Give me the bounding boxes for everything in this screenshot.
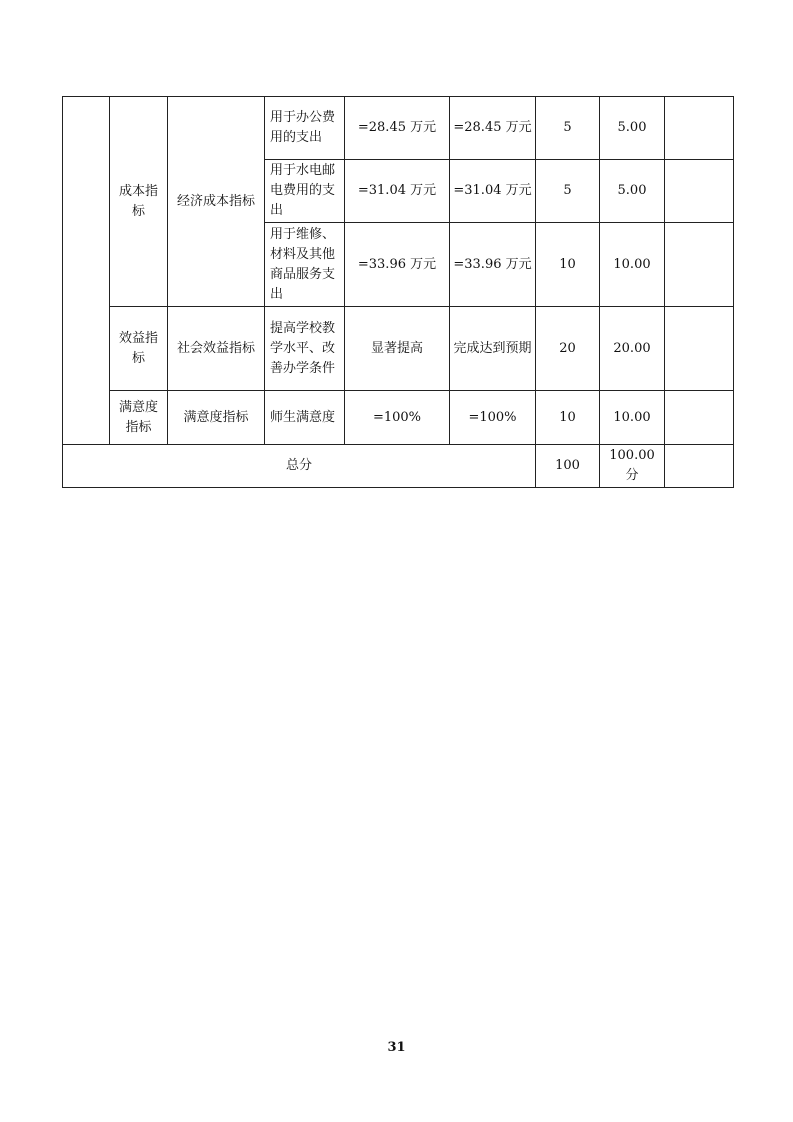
total-weight-cell: 100 xyxy=(536,445,600,488)
target-value-cell: =100% xyxy=(345,391,450,445)
indicator-cell: 用于办公费用的支出 xyxy=(265,97,345,160)
second-level-category-cell: 满意度指标 xyxy=(110,391,168,445)
second-level-category-cell: 效益指标 xyxy=(110,307,168,391)
actual-value-cell: =100% xyxy=(450,391,536,445)
actual-value-cell: =33.96 万元 xyxy=(450,223,536,307)
total-row xyxy=(63,445,734,488)
target-value-cell: =33.96 万元 xyxy=(345,223,450,307)
target-value-cell: =31.04 万元 xyxy=(345,160,450,223)
weight-cell: 20 xyxy=(536,307,600,391)
score-cell: 10.00 xyxy=(600,391,665,445)
total-label-cell: 总分 xyxy=(63,445,536,488)
weight-cell: 10 xyxy=(536,223,600,307)
indicator-cell: 师生满意度 xyxy=(265,391,345,445)
indicator-cell: 提高学校教学水平、改善办学条件 xyxy=(265,307,345,391)
second-level-category-cell: 成本指标 xyxy=(110,97,168,307)
actual-value-cell: =31.04 万元 xyxy=(450,160,536,223)
performance-table xyxy=(62,96,734,488)
actual-value-cell: =28.45 万元 xyxy=(450,97,536,160)
total-note-cell xyxy=(665,445,734,488)
note-cell xyxy=(665,223,734,307)
table-row xyxy=(63,97,734,160)
indicator-cell: 用于维修、材料及其他商品服务支出 xyxy=(265,223,345,307)
score-cell: 5.00 xyxy=(600,97,665,160)
third-level-category-cell: 经济成本指标 xyxy=(168,97,265,307)
third-level-category-cell: 满意度指标 xyxy=(168,391,265,445)
target-value-cell: =28.45 万元 xyxy=(345,97,450,160)
table-row xyxy=(63,307,734,391)
actual-value-cell: 完成达到预期 xyxy=(450,307,536,391)
score-cell: 20.00 xyxy=(600,307,665,391)
table-row xyxy=(63,391,734,445)
weight-cell: 5 xyxy=(536,160,600,223)
indicator-cell: 用于水电邮电费用的支出 xyxy=(265,160,345,223)
first-level-category-cell xyxy=(63,97,110,445)
target-value-cell: 显著提高 xyxy=(345,307,450,391)
total-score-cell: 100.00分 xyxy=(600,445,665,488)
score-cell: 5.00 xyxy=(600,160,665,223)
third-level-category-cell: 社会效益指标 xyxy=(168,307,265,391)
weight-cell: 5 xyxy=(536,97,600,160)
note-cell xyxy=(665,97,734,160)
note-cell xyxy=(665,307,734,391)
score-cell: 10.00 xyxy=(600,223,665,307)
weight-cell: 10 xyxy=(536,391,600,445)
note-cell xyxy=(665,391,734,445)
page-number: 31 xyxy=(387,1040,406,1055)
note-cell xyxy=(665,160,734,223)
